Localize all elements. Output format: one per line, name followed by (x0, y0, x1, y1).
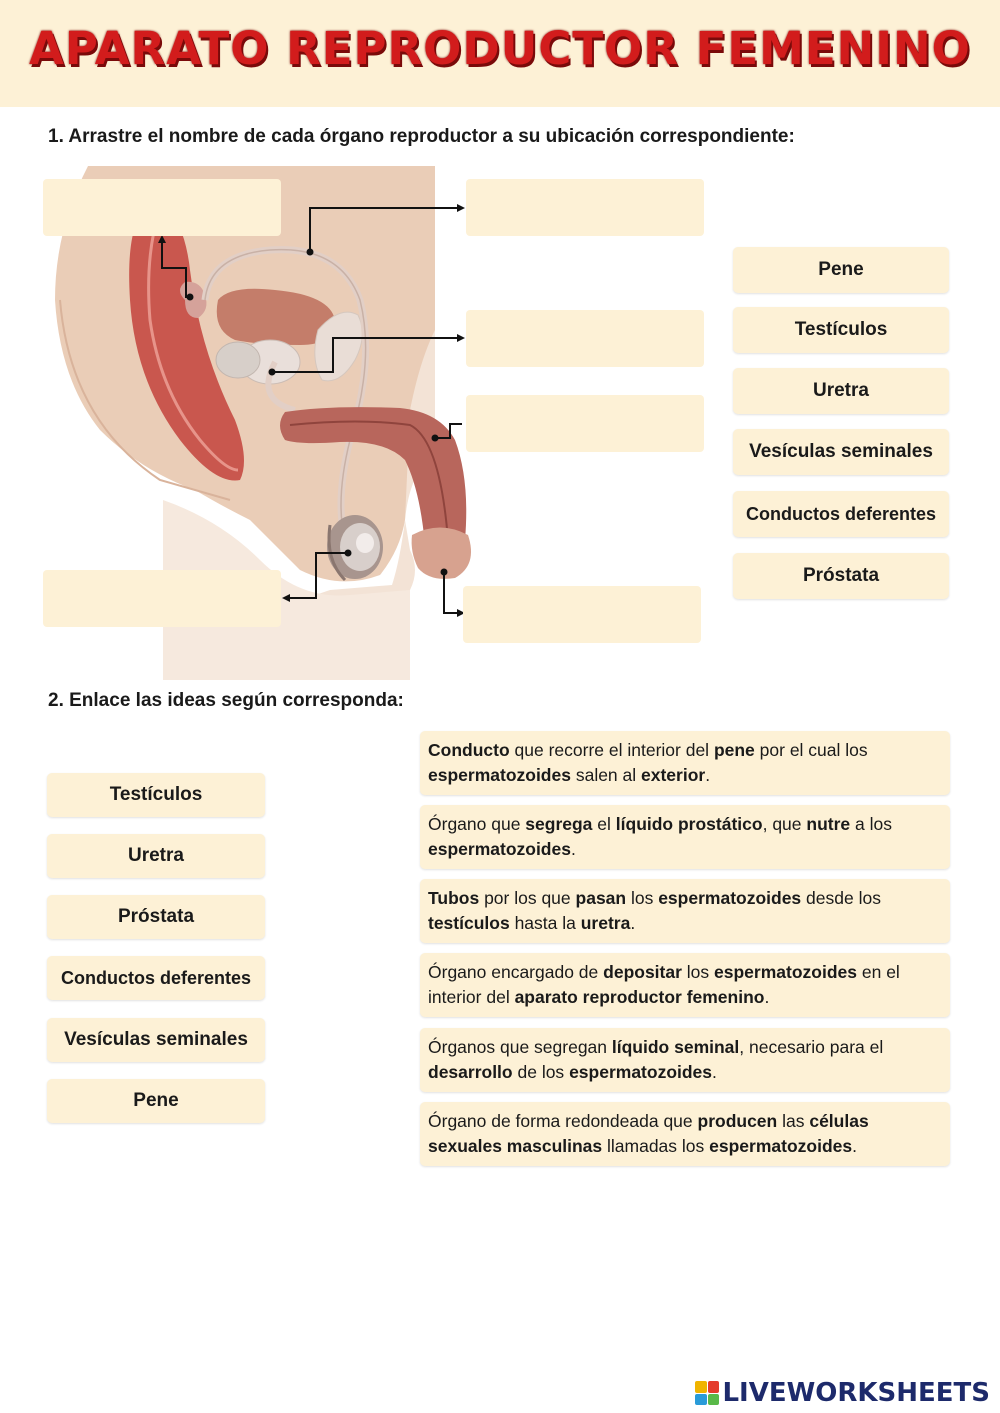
section1-instruction: 1. Arrastre el nombre de cada órgano reproductor a su ubicación correspondiente: (48, 126, 795, 147)
definition-text: que recorre el interior del (509, 740, 714, 760)
definition-text: . (852, 1136, 857, 1156)
definition-text: hasta la (509, 913, 581, 933)
definition-bold-text: exterior (641, 765, 706, 785)
definition-bold-text: Conducto (428, 740, 510, 760)
match-item-pene[interactable]: Pene (47, 1079, 265, 1123)
definition-bold-text: espermatozoides (428, 765, 571, 785)
word-chip-testiculos[interactable]: Testículos (733, 307, 949, 353)
drop-box-testiculos[interactable] (43, 570, 281, 627)
definition-text: salen al (570, 765, 642, 785)
definition-bold-text: líquido prostático (615, 814, 763, 834)
definition-bold-text: segrega (525, 814, 593, 834)
definition-bold-text: producen (697, 1111, 778, 1131)
drop-box-vesiculas[interactable] (43, 179, 281, 236)
match-item-vesiculas-seminales[interactable]: Vesículas seminales (47, 1018, 265, 1062)
word-chip-prostata[interactable]: Próstata (733, 553, 949, 599)
definition-text: . (630, 913, 636, 933)
definition-text: los (626, 888, 659, 908)
definition-text: Órgano encargado de (428, 962, 604, 982)
definition-text: Órgano de forma redondeada que (428, 1111, 698, 1131)
drop-box-uretra[interactable] (466, 395, 704, 452)
definition-text: . (570, 839, 576, 859)
definition-text: de los (512, 1062, 570, 1082)
liveworksheets-logo (695, 1378, 990, 1408)
definition-box[interactable] (420, 731, 950, 795)
definition-text: Órgano que (428, 814, 526, 834)
definition-bold-text: depositar (603, 962, 682, 982)
definition-bold-text: pene (713, 740, 755, 760)
definition-bold-text: espermatozoides (714, 962, 857, 982)
definition-bold-text: espermatozoides (658, 888, 802, 908)
drop-box-conductos[interactable] (466, 179, 704, 236)
definition-text: desde los (801, 888, 881, 908)
word-chip-pene[interactable]: Pene (733, 247, 949, 293)
definition-text: llamadas los (602, 1136, 710, 1156)
definition-box[interactable] (420, 1028, 950, 1092)
liveworksheets-logo-icon (695, 1381, 719, 1405)
definition-bold-text: células sexuales masculinas (428, 1111, 869, 1156)
definition-bold-text: desarrollo (428, 1062, 513, 1082)
definition-bold-text: uretra (580, 913, 631, 933)
definition-text: las (777, 1111, 810, 1131)
word-chip-vesiculas-seminales[interactable]: Vesículas seminales (733, 429, 949, 475)
header-banner (0, 0, 1000, 107)
match-item-prostata[interactable]: Próstata (47, 895, 265, 939)
match-item-uretra[interactable]: Uretra (47, 834, 265, 878)
drop-box-pene[interactable] (463, 586, 701, 643)
definition-text: . (764, 987, 770, 1007)
section2-instruction: 2. Enlace las ideas según corresponda: (48, 690, 404, 711)
definition-text: . (705, 765, 711, 785)
definition-text: a los (850, 814, 892, 834)
definition-box[interactable] (420, 879, 950, 943)
definition-bold-text: espermatozoides (709, 1136, 853, 1156)
definition-text: Órganos que segregan (428, 1037, 612, 1057)
definition-text: los (681, 962, 715, 982)
definition-bold-text: espermatozoides (569, 1062, 713, 1082)
definition-text: en el interior del (428, 962, 900, 1007)
word-chip-conductos-deferentes[interactable]: Conductos deferentes (733, 491, 949, 537)
definition-bold-text: aparato reproductor femenino (514, 987, 765, 1007)
definition-bold-text: nutre (806, 814, 851, 834)
definition-bold-text: Tubos (428, 888, 480, 908)
definition-text: por el cual los (754, 740, 868, 760)
definition-text: , que (762, 814, 807, 834)
logo-text: LIVEWORKSHEETS (722, 1378, 990, 1408)
definition-bold-text: pasan (575, 888, 627, 908)
definition-box[interactable] (420, 1102, 950, 1166)
definition-text: el (592, 814, 616, 834)
match-item-conductos-deferentes[interactable]: Conductos deferentes (47, 956, 265, 1000)
page-title: APARATO REPRODUCTOR FEMENINO (29, 22, 971, 75)
match-item-testiculos[interactable]: Testículos (47, 773, 265, 817)
definition-bold-text: testículos (428, 913, 510, 933)
word-chip-uretra[interactable]: Uretra (733, 368, 949, 414)
definition-text: , necesario para el (739, 1037, 884, 1057)
drop-box-prostata[interactable] (466, 310, 704, 367)
definition-box[interactable] (420, 953, 950, 1017)
definition-bold-text: líquido seminal (611, 1037, 740, 1057)
definition-box[interactable] (420, 805, 950, 869)
definition-bold-text: espermatozoides (428, 839, 571, 859)
definition-text: . (712, 1062, 717, 1082)
definition-text: por los que (479, 888, 576, 908)
